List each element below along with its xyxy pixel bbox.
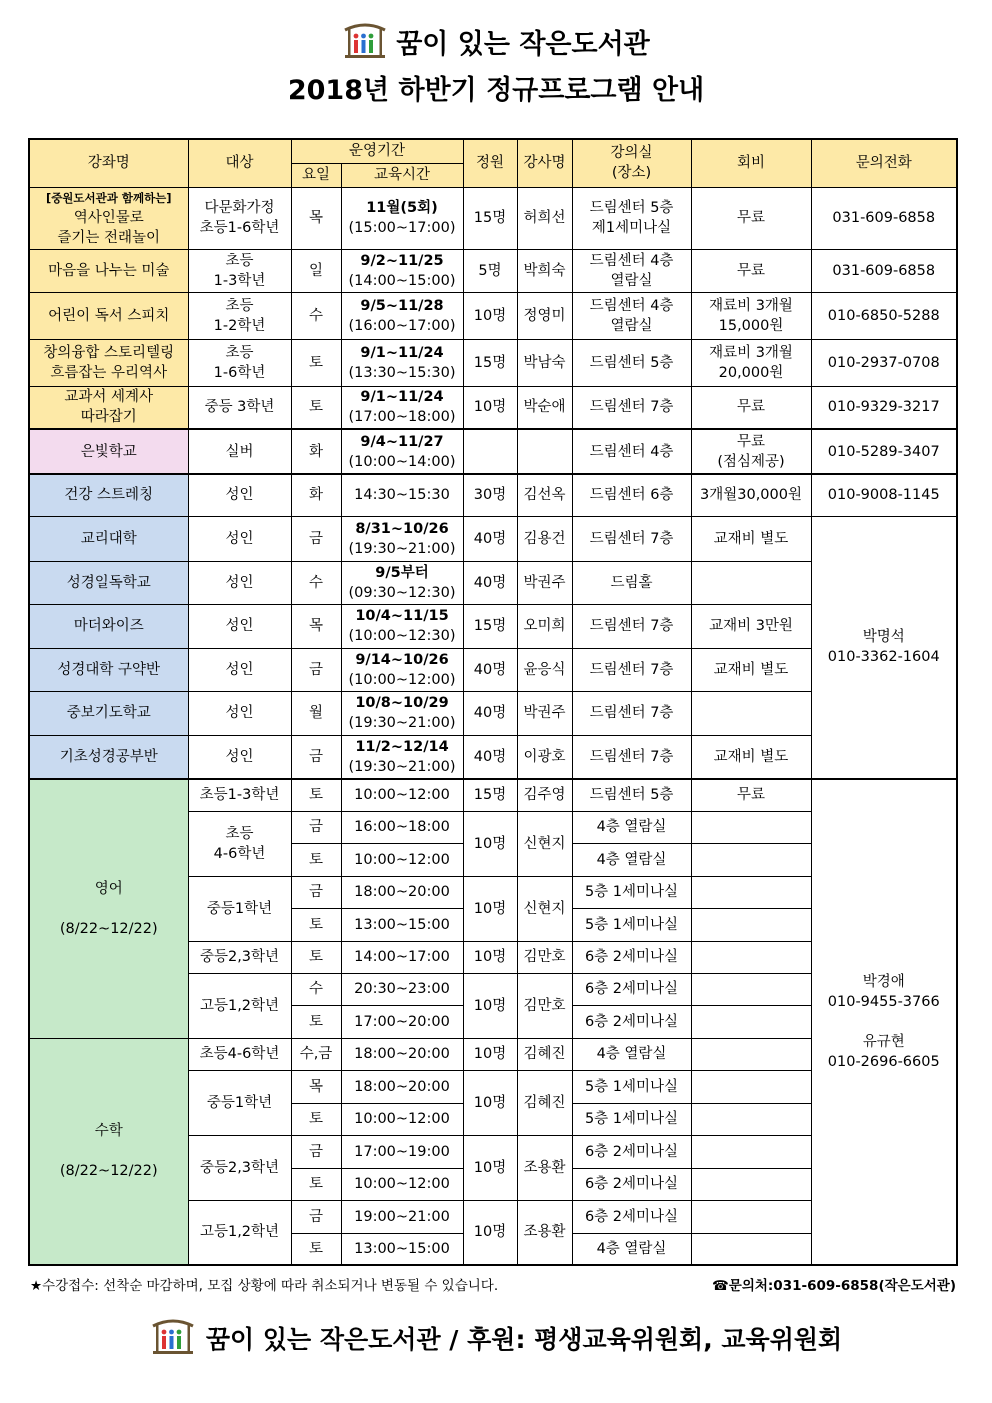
registration-note: ★수강접수: 선착순 마감하며, 모집 상황에 따라 취소되거나 변동될 수 있습니다.	[30, 1278, 499, 1294]
course-day: 금	[291, 1135, 341, 1168]
course-target: 중등2,3학년	[188, 941, 291, 973]
course-day: 수,금	[291, 1038, 341, 1070]
course-room: 드림센터 5층	[572, 339, 691, 386]
course-capacity: 40명	[463, 648, 517, 691]
course-target: 중등 3학년	[188, 386, 291, 429]
course-schedule: 11월(5회) (15:00~17:00)	[341, 187, 463, 249]
course-capacity: 15명	[463, 779, 517, 811]
course-day: 목	[291, 187, 341, 249]
course-room: 드림센터 7층	[572, 604, 691, 648]
course-phone: 010-9008-1145	[811, 474, 957, 516]
course-day: 토	[291, 339, 341, 386]
course-target: 고등1,2학년	[188, 1200, 291, 1265]
course-day: 토	[291, 1005, 341, 1038]
course-schedule: 13:00~15:00	[341, 908, 463, 941]
course-day: 수	[291, 292, 341, 339]
course-teacher: 허희선	[517, 187, 572, 249]
course-room: 5층 1세미나실	[572, 876, 691, 908]
course-capacity: 10명	[463, 1135, 517, 1200]
table-row	[29, 249, 957, 292]
col-phone: 문의전화	[811, 139, 957, 187]
col-fee: 회비	[691, 139, 811, 187]
table-row	[29, 187, 957, 249]
course-schedule: 18:00~20:00	[341, 1070, 463, 1103]
course-fee	[691, 941, 811, 973]
course-target: 초등 4-6학년	[188, 811, 291, 876]
course-schedule: 16:00~18:00	[341, 811, 463, 843]
course-target: 초등 1-2학년	[188, 292, 291, 339]
page-title: 꿈이 있는 작은도서관	[396, 29, 650, 60]
course-teacher: 박희숙	[517, 249, 572, 292]
course-schedule: 14:00~17:00	[341, 941, 463, 973]
course-target: 성인	[188, 735, 291, 779]
course-day: 화	[291, 429, 341, 474]
course-room: 5층 1세미나실	[572, 1103, 691, 1135]
course-target: 초등1-3학년	[188, 779, 291, 811]
course-room: 드림홀	[572, 561, 691, 604]
col-time: 교육시간	[341, 163, 463, 187]
course-schedule: 13:00~15:00	[341, 1233, 463, 1265]
course-room: 6층 2세미나실	[572, 973, 691, 1005]
table-row	[29, 474, 957, 516]
course-day: 금	[291, 648, 341, 691]
course-target: 성인	[188, 516, 291, 561]
course-room: 드림센터 4층 열람실	[572, 249, 691, 292]
course-room: 드림센터 5층	[572, 779, 691, 811]
course-fee	[691, 1005, 811, 1038]
course-schedule: 10/8~10/29 (19:30~21:00)	[341, 691, 463, 735]
course-room: 5층 1세미나실	[572, 1070, 691, 1103]
page-subtitle: 2018년 하반기 정규프로그램 안내	[287, 75, 705, 106]
course-target: 성인	[188, 648, 291, 691]
course-room: 드림센터 6층	[572, 474, 691, 516]
course-target: 초등4-6학년	[188, 1038, 291, 1070]
course-day: 토	[291, 1168, 341, 1200]
sponsor-text: 꿈이 있는 작은도서관 / 후원: 평생교육위원회, 교육위원회	[205, 1325, 843, 1354]
course-target: 초등 1-3학년	[188, 249, 291, 292]
course-fee: 교재비 별도	[691, 648, 811, 691]
course-name: 교리대학	[29, 516, 188, 561]
course-teacher: 김용건	[517, 516, 572, 561]
course-room: 4층 열람실	[572, 811, 691, 843]
course-teacher: 김혜진	[517, 1070, 572, 1135]
library-logo-icon	[150, 1318, 196, 1358]
academy-contact: 박경애 010-9455-3766 유규현 010-2696-6605	[811, 779, 957, 1265]
course-capacity: 40명	[463, 691, 517, 735]
course-target: 중등2,3학년	[188, 1135, 291, 1200]
course-room: 6층 2세미나실	[572, 1168, 691, 1200]
course-name: 마더와이즈	[29, 604, 188, 648]
course-target: 성인	[188, 604, 291, 648]
course-room: 드림센터 7층	[572, 648, 691, 691]
course-schedule: 17:00~20:00	[341, 1005, 463, 1038]
course-room: 드림센터 7층	[572, 386, 691, 429]
course-fee	[691, 1103, 811, 1135]
course-day: 목	[291, 1070, 341, 1103]
course-teacher: 오미희	[517, 604, 572, 648]
course-target: 성인	[188, 691, 291, 735]
course-teacher: 김주영	[517, 779, 572, 811]
course-room: 드림센터 7층	[572, 516, 691, 561]
table-row	[29, 339, 957, 386]
course-name: 기초성경공부반	[29, 735, 188, 779]
course-fee: 무료	[691, 779, 811, 811]
course-day: 토	[291, 843, 341, 876]
course-name: 중보기도학교	[29, 691, 188, 735]
course-teacher: 김선옥	[517, 474, 572, 516]
library-logo-icon	[342, 22, 388, 62]
course-fee: 교재비 3만원	[691, 604, 811, 648]
course-name: 성경대학 구약반	[29, 648, 188, 691]
course-day: 토	[291, 779, 341, 811]
course-day: 토	[291, 941, 341, 973]
course-teacher: 이광호	[517, 735, 572, 779]
course-name: 창의융합 스토리텔링 흐름잡는 우리역사	[29, 339, 188, 386]
english-course: 영어 (8/22~12/22)	[29, 779, 188, 1038]
course-fee	[691, 1070, 811, 1103]
math-course: 수학 (8/22~12/22)	[29, 1038, 188, 1265]
course-schedule: 9/1~11/24 (17:00~18:00)	[341, 386, 463, 429]
course-schedule: 8/31~10/26 (19:30~21:00)	[341, 516, 463, 561]
col-target: 대상	[188, 139, 291, 187]
course-day: 금	[291, 876, 341, 908]
title-line	[0, 22, 992, 68]
course-day: 일	[291, 249, 341, 292]
course-teacher: 박권주	[517, 561, 572, 604]
course-teacher: 조용환	[517, 1135, 572, 1200]
course-schedule: 10:00~12:00	[341, 843, 463, 876]
course-room: 6층 2세미나실	[572, 941, 691, 973]
course-teacher: 정영미	[517, 292, 572, 339]
course-name: 건강 스트레칭	[29, 474, 188, 516]
course-capacity: 10명	[463, 811, 517, 876]
course-room: 드림센터 5층 제1세미나실	[572, 187, 691, 249]
course-fee: 재료비 3개월 15,000원	[691, 292, 811, 339]
course-day: 토	[291, 908, 341, 941]
course-capacity: 10명	[463, 386, 517, 429]
col-teacher: 강사명	[517, 139, 572, 187]
course-schedule: 17:00~19:00	[341, 1135, 463, 1168]
course-fee	[691, 1168, 811, 1200]
course-room: 4층 열람실	[572, 1233, 691, 1265]
course-fee: 무료	[691, 187, 811, 249]
course-phone: 010-2937-0708	[811, 339, 957, 386]
sponsor-line	[0, 1318, 992, 1362]
course-fee	[691, 1135, 811, 1168]
course-target: 실버	[188, 429, 291, 474]
col-period: 운영기간	[291, 139, 463, 163]
course-day: 수	[291, 561, 341, 604]
col-day: 요일	[291, 163, 341, 187]
course-fee	[691, 811, 811, 843]
course-schedule: 20:30~23:00	[341, 973, 463, 1005]
course-room: 6층 2세미나실	[572, 1005, 691, 1038]
course-fee	[691, 1038, 811, 1070]
course-schedule: 10:00~12:00	[341, 1168, 463, 1200]
course-teacher	[517, 429, 572, 474]
course-schedule: 9/2~11/25 (14:00~15:00)	[341, 249, 463, 292]
table-row	[29, 429, 957, 474]
course-room: 4층 열람실	[572, 1038, 691, 1070]
course-capacity: 10명	[463, 973, 517, 1038]
course-phone: 010-5289-3407	[811, 429, 957, 474]
course-day: 토	[291, 1103, 341, 1135]
course-room: 4층 열람실	[572, 843, 691, 876]
course-schedule: 10:00~12:00	[341, 779, 463, 811]
course-fee	[691, 691, 811, 735]
col-capacity: 정원	[463, 139, 517, 187]
course-capacity: 40명	[463, 516, 517, 561]
course-teacher: 김만호	[517, 973, 572, 1038]
table-row	[29, 516, 957, 561]
course-name: 어린이 독서 스피치	[29, 292, 188, 339]
course-room: 드림센터 4층	[572, 429, 691, 474]
course-fee: 무료	[691, 386, 811, 429]
course-capacity: 15명	[463, 604, 517, 648]
course-capacity: 10명	[463, 1038, 517, 1070]
table-row	[29, 292, 957, 339]
course-teacher: 신현지	[517, 811, 572, 876]
course-capacity: 10명	[463, 941, 517, 973]
title-block	[0, 22, 992, 114]
course-teacher: 박남숙	[517, 339, 572, 386]
course-schedule: 18:00~20:00	[341, 1038, 463, 1070]
course-room: 드림센터 4층 열람실	[572, 292, 691, 339]
course-fee	[691, 1233, 811, 1265]
course-teacher: 신현지	[517, 876, 572, 941]
course-capacity: 5명	[463, 249, 517, 292]
course-day: 토	[291, 386, 341, 429]
course-schedule: 9/5~11/28 (16:00~17:00)	[341, 292, 463, 339]
course-day: 월	[291, 691, 341, 735]
course-day: 금	[291, 1200, 341, 1233]
course-name: 교과서 세계사 따라잡기	[29, 386, 188, 429]
course-fee: 무료 (점심제공)	[691, 429, 811, 474]
course-schedule: 9/4~11/27 (10:00~14:00)	[341, 429, 463, 474]
course-teacher: 박순애	[517, 386, 572, 429]
course-fee: 3개월30,000원	[691, 474, 811, 516]
course-capacity: 40명	[463, 561, 517, 604]
col-course: 강좌명	[29, 139, 188, 187]
course-phone: 031-609-6858	[811, 187, 957, 249]
course-name: 은빛학교	[29, 429, 188, 474]
course-fee: 재료비 3개월 20,000원	[691, 339, 811, 386]
course-day: 금	[291, 516, 341, 561]
course-capacity: 15명	[463, 339, 517, 386]
course-phone: 010-9329-3217	[811, 386, 957, 429]
course-target: 고등1,2학년	[188, 973, 291, 1038]
course-capacity: 10명	[463, 292, 517, 339]
course-schedule: 14:30~15:30	[341, 474, 463, 516]
adult-contact: 박명석 010-3362-1604	[811, 516, 957, 779]
course-fee: 무료	[691, 249, 811, 292]
course-fee	[691, 876, 811, 908]
course-teacher: 김만호	[517, 941, 572, 973]
course-schedule: 19:00~21:00	[341, 1200, 463, 1233]
course-capacity	[463, 429, 517, 474]
course-teacher: 박권주	[517, 691, 572, 735]
course-room: 드림센터 7층	[572, 691, 691, 735]
table-row	[29, 386, 957, 429]
course-room: 6층 2세미나실	[572, 1135, 691, 1168]
program-table	[28, 138, 958, 1266]
course-target: 성인	[188, 474, 291, 516]
col-room: 강의실 (장소)	[572, 139, 691, 187]
course-capacity: 10명	[463, 1200, 517, 1265]
course-fee	[691, 843, 811, 876]
course-schedule: 10:00~12:00	[341, 1103, 463, 1135]
course-target: 다문화가정 초등1-6학년	[188, 187, 291, 249]
course-day: 금	[291, 811, 341, 843]
course-capacity: 40명	[463, 735, 517, 779]
course-day: 수	[291, 973, 341, 1005]
course-schedule: 18:00~20:00	[341, 876, 463, 908]
course-name: 마음을 나누는 미술	[29, 249, 188, 292]
course-schedule: 9/14~10/26 (10:00~12:00)	[341, 648, 463, 691]
course-target: 성인	[188, 561, 291, 604]
course-name: 성경일독학교	[29, 561, 188, 604]
course-target: 초등 1-6학년	[188, 339, 291, 386]
course-target: 중등1학년	[188, 1070, 291, 1135]
course-capacity: 10명	[463, 876, 517, 941]
course-fee	[691, 908, 811, 941]
course-teacher: 윤응식	[517, 648, 572, 691]
course-capacity: 30명	[463, 474, 517, 516]
course-capacity: 10명	[463, 1070, 517, 1135]
course-fee	[691, 1200, 811, 1233]
course-fee: 교재비 별도	[691, 516, 811, 561]
course-phone: 031-609-6858	[811, 249, 957, 292]
course-teacher: 조용환	[517, 1200, 572, 1265]
course-schedule: 9/1~11/24 (13:30~15:30)	[341, 339, 463, 386]
course-fee	[691, 973, 811, 1005]
course-day: 토	[291, 1233, 341, 1265]
course-capacity: 15명	[463, 187, 517, 249]
course-schedule: 11/2~12/14 (19:30~21:00)	[341, 735, 463, 779]
course-day: 화	[291, 474, 341, 516]
course-name: [중원도서관과 함께하는] 역사인물로 즐기는 전래놀이	[29, 187, 188, 249]
course-phone: 010-6850-5288	[811, 292, 957, 339]
course-teacher: 김혜진	[517, 1038, 572, 1070]
course-day: 금	[291, 735, 341, 779]
course-fee: 교재비 별도	[691, 735, 811, 779]
course-room: 5층 1세미나실	[572, 908, 691, 941]
contact-note: ☎문의처:031-609-6858(작은도서관)	[711, 1278, 956, 1294]
course-day: 목	[291, 604, 341, 648]
course-schedule: 10/4~11/15 (10:00~12:30)	[341, 604, 463, 648]
course-room: 6층 2세미나실	[572, 1200, 691, 1233]
course-fee	[691, 561, 811, 604]
table-row	[29, 779, 957, 811]
course-target: 중등1학년	[188, 876, 291, 941]
course-schedule: 9/5부터 (09:30~12:30)	[341, 561, 463, 604]
course-room: 드림센터 7층	[572, 735, 691, 779]
